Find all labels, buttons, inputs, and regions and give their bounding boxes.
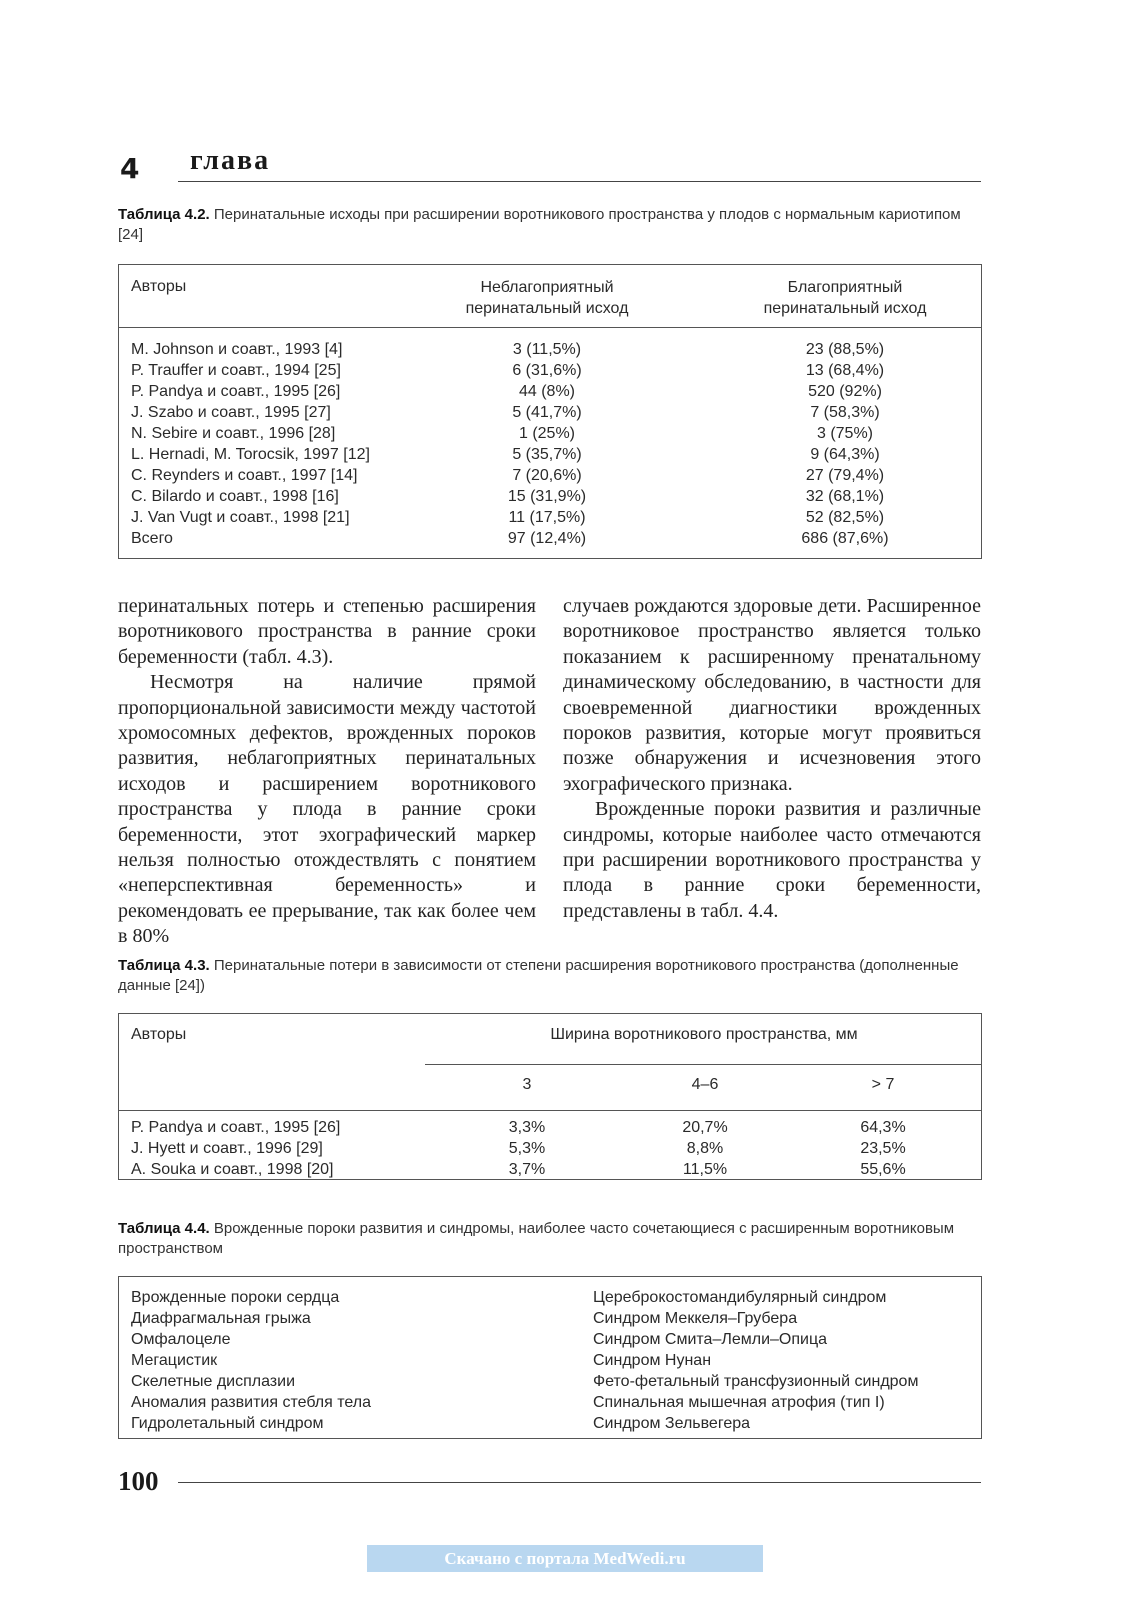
table-row [119, 465, 981, 486]
caption-label: Таблица 4.3. [118, 957, 210, 974]
body-column-right [563, 594, 981, 924]
table-row [119, 360, 981, 381]
table-row [119, 1159, 981, 1180]
paragraph: Несмотря на наличие прямой пропорциональной зависимости между частотой хромосомных дефектов, врожденных пороков развития, неблагоприятных перинатальных исходов и расширением воротникового пространства у плода в ранние сроки беременности, этот эхографический маркер нельзя полностью отождествлять с понятием «неперспективная беременность» и рекомендовать ее прерывание, так как более чем в 80% [118, 671, 536, 948]
watermark-banner[interactable]: Скачано с портала MedWedi.ru [367, 1545, 763, 1572]
table-row [119, 444, 981, 465]
list-item: Фето-фетальный трансфузионный синдром [593, 1373, 919, 1390]
cell-unfavorable: 1 (25%) [518, 425, 576, 442]
cell-value: 8,8% [686, 1140, 724, 1157]
header-width-group: Ширина воротникового пространства, мм [550, 1026, 858, 1043]
list-item: Мегацистик [131, 1352, 218, 1369]
chapter-number: 4 [120, 152, 140, 185]
table-4-2-caption [118, 205, 984, 245]
list-item: Синдром Зельвегера [593, 1415, 751, 1432]
table-4-4 [118, 1276, 982, 1439]
header-authors: Авторы [131, 278, 187, 295]
chapter-label: глава [190, 145, 271, 176]
cell-author: C. Bilardo и соавт., 1998 [16] [131, 488, 339, 505]
table-row [119, 423, 981, 444]
table-4-4-caption [118, 1219, 984, 1259]
cell-value: 11,5% [682, 1161, 728, 1178]
subheader-4-6mm: 4–6 [691, 1076, 719, 1093]
cell-author: Всего [131, 530, 173, 547]
cell-unfavorable: 5 (35,7%) [512, 446, 582, 463]
cell-author: A. Souka и соавт., 1998 [20] [131, 1161, 334, 1178]
cell-value: 55,6% [860, 1161, 906, 1178]
subheader-over-7mm: > 7 [871, 1076, 895, 1093]
cell-value: 3,3% [508, 1119, 546, 1136]
cell-unfavorable: 5 (41,7%) [512, 404, 582, 421]
footer-rule [178, 1482, 981, 1483]
caption-label: Таблица 4.2. [118, 206, 210, 223]
cell-author: N. Sebire и соавт., 1996 [28] [131, 425, 336, 442]
cell-favorable: 9 (64,3%) [810, 446, 880, 463]
header-rule [119, 1110, 981, 1111]
page-number: 100 [118, 1466, 159, 1496]
cell-author: P. Trauffer и соавт., 1994 [25] [131, 362, 341, 379]
cell-favorable: 686 (87,6%) [801, 530, 889, 547]
table-row [119, 486, 981, 507]
cell-author: P. Pandya и соавт., 1995 [26] [131, 1119, 341, 1136]
table-body [119, 339, 981, 549]
subheader-3mm: 3 [522, 1076, 532, 1093]
table-row [119, 339, 981, 360]
list-item: Синдром Смита–Лемли–Опица [593, 1331, 828, 1348]
cell-favorable: 27 (79,4%) [805, 467, 885, 484]
cell-author: M. Johnson и соавт., 1993 [4] [131, 341, 343, 358]
paragraph: Врожденные пороки развития и различные синдромы, которые наиболее часто отмечаются при расширении воротникового пространства у плода в ранние сроки беременности, представлены в табл. 4.4. [563, 798, 981, 922]
list-item: Аномалия развития стебля тела [131, 1394, 371, 1411]
cell-value: 3,7% [508, 1161, 546, 1178]
cell-author: C. Reynders и соавт., 1997 [14] [131, 467, 358, 484]
cell-author: J. Hyett и соавт., 1996 [29] [131, 1140, 323, 1157]
table-row [119, 1138, 981, 1159]
cell-unfavorable: 11 (17,5%) [508, 509, 586, 526]
table-row [119, 402, 981, 423]
table-4-2 [118, 264, 982, 559]
caption-text: Врожденные пороки развития и синдромы, наиболее часто сочетающиеся с расширенным воротниковым пространством [118, 1220, 955, 1257]
table-4-3 [118, 1013, 982, 1180]
cell-unfavorable: 6 (31,6%) [512, 362, 582, 379]
cell-author: J. Szabo и соавт., 1995 [27] [131, 404, 331, 421]
cell-value: 64,3% [860, 1119, 906, 1136]
defects-column [131, 1287, 371, 1434]
cell-favorable: 520 (92%) [808, 383, 882, 400]
header-authors: Авторы [131, 1026, 187, 1043]
table-row [119, 1117, 981, 1138]
header-unfavorable: Неблагоприятный перинатальный исход [465, 279, 629, 317]
caption-text: Перинатальные исходы при расширении воротникового пространства у плодов с нормальным кариотипом [24] [118, 206, 961, 243]
list-item: Синдром Меккеля–Грубера [593, 1310, 798, 1327]
table-row [119, 381, 981, 402]
caption-label: Таблица 4.4. [118, 1220, 210, 1237]
cell-unfavorable: 97 (12,4%) [507, 530, 587, 547]
cell-favorable: 13 (68,4%) [805, 362, 885, 379]
list-item: Скелетные дисплазии [131, 1373, 296, 1390]
cell-unfavorable: 15 (31,9%) [507, 488, 587, 505]
cell-author: L. Hernadi, M. Torocsik, 1997 [12] [131, 446, 370, 463]
cell-value: 5,3% [508, 1140, 546, 1157]
table-body [119, 1117, 981, 1180]
list-item: Диафрагмальная грыжа [131, 1310, 311, 1327]
paragraph: перинатальных потерь и степенью расширения воротникового пространства в ранние сроки беременности (табл. 4.3). [118, 595, 536, 668]
cell-unfavorable: 44 (8%) [518, 383, 576, 400]
list-item: Омфалоцеле [131, 1331, 231, 1348]
cell-author: J. Van Vugt и соавт., 1998 [21] [131, 509, 350, 526]
table-4-3-caption [118, 956, 984, 996]
list-item: Цереброкостомандибулярный синдром [593, 1289, 887, 1306]
cell-favorable: 7 (58,3%) [810, 404, 880, 421]
cell-favorable: 32 (68,1%) [805, 488, 885, 505]
cell-favorable: 3 (75%) [816, 425, 874, 442]
cell-favorable: 23 (88,5%) [805, 341, 885, 358]
cell-unfavorable: 7 (20,6%) [512, 467, 582, 484]
syndromes-column [593, 1287, 918, 1434]
cell-favorable: 52 (82,5%) [805, 509, 885, 526]
cell-value: 23,5% [860, 1140, 906, 1157]
caption-text: Перинатальные потери в зависимости от степени расширения воротникового пространства (дополненные данные [24]) [118, 957, 959, 994]
table-row-total [119, 528, 981, 549]
header-favorable: Благоприятный перинатальный исход [763, 279, 927, 317]
body-column-left [118, 594, 536, 950]
table-row [119, 507, 981, 528]
list-item: Гидролетальный синдром [131, 1415, 324, 1432]
cell-author: P. Pandya и соавт., 1995 [26] [131, 383, 341, 400]
list-item: Синдром Нунан [593, 1352, 712, 1369]
paragraph: случаев рождаются здоровые дети. Расширенное воротниковое пространство является только показанием к расширенному пренатальному динамическому обследованию, в частности для своевременной диагностики врожденных пороков развития, которые могут проявиться позже обнаружения и исчезновения этого эхографического признака. [563, 595, 981, 795]
cell-unfavorable: 3 (11,5%) [512, 341, 582, 358]
cell-value: 20,7% [682, 1119, 728, 1136]
list-item: Врожденные пороки сердца [131, 1289, 340, 1306]
table-header [119, 265, 981, 328]
subheader-rule [425, 1064, 981, 1065]
list-item: Спинальная мышечная атрофия (тип I) [593, 1394, 885, 1411]
header-rule [178, 181, 981, 182]
